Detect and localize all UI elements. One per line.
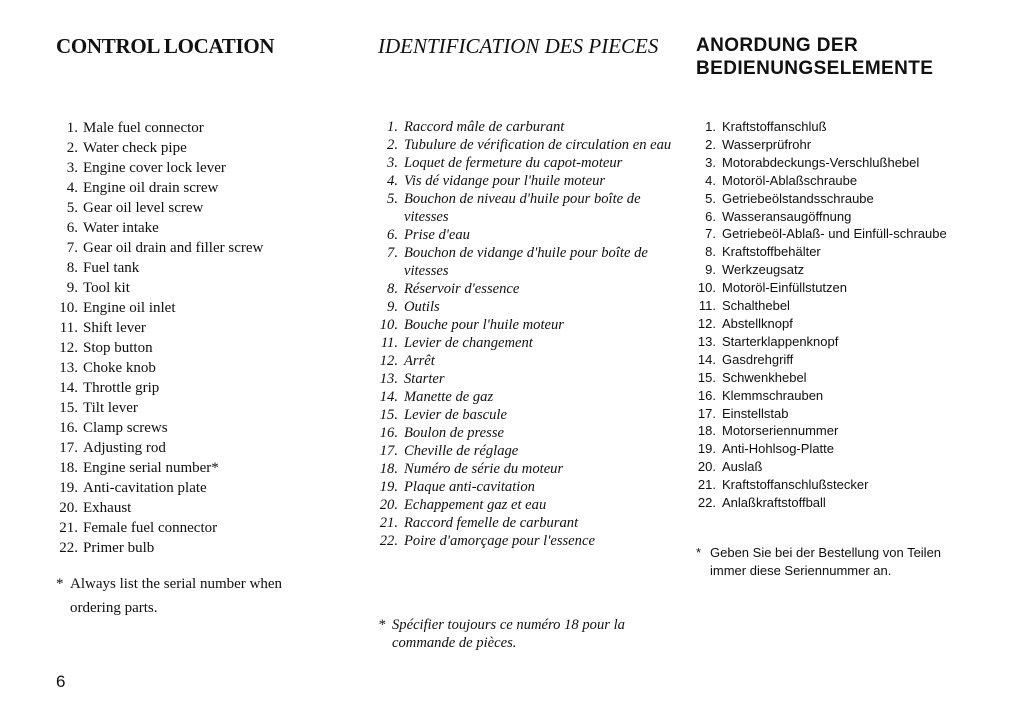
item-number: 12. — [379, 353, 398, 369]
item-number: 7. — [66, 240, 78, 256]
french-heading: IDENTIFICATION DES PIECES — [378, 34, 659, 58]
list-item — [56, 518, 263, 538]
german-footnote — [696, 544, 956, 580]
item-text: Schwenkhebel — [722, 369, 807, 385]
list-item — [378, 334, 678, 352]
list-item — [696, 118, 947, 136]
item-text: Water intake — [83, 220, 159, 236]
item-text: Bouchon de niveau d'huile pour boîte de vitesses — [404, 191, 641, 225]
item-text: Plaque anti-cavitation — [404, 479, 535, 495]
item-text: Exhaust — [83, 500, 132, 516]
item-text: Numéro de série du moteur — [404, 461, 564, 477]
item-text: Gear oil drain and filler screw — [83, 240, 264, 256]
item-text: Getriebeölstandsschraube — [722, 190, 874, 206]
list-item — [378, 316, 678, 334]
item-number: 1. — [387, 119, 398, 135]
item-number: 19. — [379, 479, 398, 495]
item-text: Raccord femelle de carburant — [404, 515, 579, 531]
item-text: Water check pipe — [83, 140, 187, 156]
list-item — [696, 190, 947, 208]
item-text: Engine oil inlet — [83, 300, 176, 316]
item-text: Boulon de presse — [404, 425, 504, 441]
item-number: 14. — [697, 351, 716, 367]
item-number: 21. — [379, 515, 398, 531]
list-item — [56, 438, 263, 458]
item-text: Stop button — [83, 340, 153, 356]
item-text: Echappement gaz et eau — [404, 497, 547, 513]
item-number: 8. — [66, 260, 78, 276]
item-text: Schalthebel — [722, 298, 790, 314]
item-number: 12. — [697, 315, 716, 331]
item-number: 5. — [66, 200, 78, 216]
item-number: 9. — [66, 280, 78, 296]
list-item — [56, 258, 263, 278]
item-text: Wasseransaugöffnung — [722, 208, 852, 224]
item-number: 7. — [705, 226, 716, 242]
list-item — [378, 190, 678, 226]
item-number: 4. — [66, 180, 78, 196]
item-number: 11. — [380, 335, 398, 351]
list-item — [696, 422, 947, 440]
german-heading: ANORDUNG DER BEDIENUNGSELEMENTE — [696, 35, 934, 79]
item-text: Primer bulb — [83, 540, 155, 556]
item-text: Adjusting rod — [83, 440, 166, 456]
item-text: Anti-Hohlsog-Platte — [722, 441, 834, 457]
list-item — [56, 538, 263, 558]
list-item — [378, 226, 678, 244]
list-item — [696, 297, 947, 315]
item-number: 2. — [66, 140, 78, 156]
item-text: Gasdrehgriff — [722, 351, 794, 367]
item-text: Vis dé vidange pour l'huile moteur — [404, 173, 606, 189]
item-text: Klemmschrauben — [722, 387, 824, 403]
list-item — [378, 478, 678, 496]
item-text: Raccord mâle de carburant — [404, 119, 565, 135]
item-text: Arrêt — [404, 353, 435, 369]
item-number: 16. — [379, 425, 398, 441]
item-number: 22. — [697, 495, 716, 511]
list-item — [378, 298, 678, 316]
list-item — [56, 418, 263, 438]
item-number: 18. — [697, 423, 716, 439]
item-text: Outils — [404, 299, 440, 315]
item-text: Motorseriennummer — [722, 423, 839, 439]
item-number: 16. — [697, 387, 716, 403]
item-text: Auslaß — [722, 459, 763, 475]
item-text: Werkzeugsatz — [722, 262, 805, 278]
english-column — [56, 34, 346, 616]
item-text: Motorabdeckungs-Verschlußhebel — [722, 154, 920, 170]
item-number: 11. — [698, 298, 716, 314]
list-item — [378, 172, 678, 190]
item-number: 3. — [387, 155, 398, 171]
list-item — [696, 369, 947, 387]
item-text: Motoröl-Einfüllstutzen — [722, 280, 847, 296]
item-text: Engine serial number* — [83, 460, 219, 476]
item-text: Starterklappenknopf — [722, 333, 839, 349]
list-item — [696, 476, 947, 494]
list-item — [56, 218, 263, 238]
list-item — [696, 315, 947, 333]
item-text: Gear oil level screw — [83, 200, 204, 216]
list-item — [56, 498, 263, 518]
list-item — [56, 398, 263, 418]
item-text: Anti-cavitation plate — [83, 480, 207, 496]
list-item — [696, 261, 947, 279]
item-text: Cheville de réglage — [404, 443, 519, 459]
french-column — [378, 34, 678, 651]
list-item — [696, 136, 947, 154]
item-number: 8. — [705, 244, 716, 260]
list-item — [696, 494, 947, 512]
english-footnote — [56, 572, 326, 620]
german-column — [696, 34, 986, 578]
item-text: Choke knob — [83, 360, 156, 376]
list-item — [56, 358, 263, 378]
list-item — [696, 243, 947, 261]
item-text: Female fuel connector — [83, 520, 218, 536]
list-item — [696, 172, 947, 190]
footnote-text: Geben Sie bei der Bestellung von Teilen immer diese Seriennummer an. — [710, 545, 942, 578]
item-text: Tilt lever — [83, 400, 138, 416]
item-text: Getriebeöl-Ablaß- und Einfüll-schraube — [722, 226, 947, 242]
item-number: 14. — [59, 380, 78, 396]
footnote-text: Always list the serial number when ordering parts. — [70, 576, 283, 616]
item-number: 13. — [697, 333, 716, 349]
item-number: 17. — [59, 440, 78, 456]
item-number: 7. — [387, 245, 398, 261]
item-number: 22. — [59, 540, 78, 556]
list-item — [56, 318, 263, 338]
item-number: 17. — [697, 405, 716, 421]
item-number: 10. — [697, 280, 716, 296]
list-item — [696, 208, 947, 226]
list-item — [696, 351, 947, 369]
list-item — [378, 442, 678, 460]
list-item — [378, 352, 678, 370]
item-number: 16. — [59, 420, 78, 436]
list-item — [378, 154, 678, 172]
item-text: Tool kit — [83, 280, 130, 296]
item-number: 5. — [705, 190, 716, 206]
item-text: Shift lever — [83, 320, 146, 336]
item-number: 3. — [66, 160, 78, 176]
item-text: Tubulure de vérification de circulation en eau — [404, 137, 672, 153]
item-number: 15. — [697, 369, 716, 385]
french-footnote — [378, 616, 648, 652]
list-item — [56, 378, 263, 398]
item-number: 10. — [379, 317, 398, 333]
list-item — [696, 458, 947, 476]
list-item — [378, 532, 678, 550]
item-number: 5. — [387, 191, 398, 207]
list-item — [378, 514, 678, 532]
item-text: Levier de bascule — [404, 407, 507, 423]
french-parts-list — [378, 118, 678, 550]
item-text: Réservoir d'essence — [404, 281, 520, 297]
item-number: 1. — [66, 120, 78, 136]
item-number: 4. — [387, 173, 398, 189]
item-text: Abstellknopf — [722, 315, 793, 331]
page-number: 6 — [56, 672, 66, 691]
item-number: 6. — [66, 220, 78, 236]
list-item — [378, 424, 678, 442]
list-item — [56, 138, 263, 158]
list-item — [696, 387, 947, 405]
footnote-text: Spécifier toujours ce numéro 18 pour la commande de pièces. — [392, 617, 625, 651]
item-text: Einstellstab — [722, 405, 789, 421]
item-number: 21. — [59, 520, 78, 536]
item-text: Prise d'eau — [404, 227, 470, 243]
item-number: 11. — [59, 320, 78, 336]
list-item — [696, 154, 947, 172]
item-text: Engine cover lock lever — [83, 160, 226, 176]
list-item — [378, 496, 678, 514]
item-number: 8. — [387, 281, 398, 297]
item-text: Engine oil drain screw — [83, 180, 219, 196]
item-number: 13. — [59, 360, 78, 376]
item-text: Loquet de fermeture du capot-moteur — [404, 155, 623, 171]
item-number: 13. — [379, 371, 398, 387]
item-number: 19. — [697, 441, 716, 457]
list-item — [378, 388, 678, 406]
german-parts-list — [696, 118, 947, 512]
item-text: Throttle grip — [83, 380, 160, 396]
item-number: 22. — [379, 533, 398, 549]
list-item — [56, 158, 263, 178]
item-number: 14. — [379, 389, 398, 405]
list-item — [696, 405, 947, 423]
list-item — [378, 460, 678, 478]
list-item — [56, 278, 263, 298]
item-number: 19. — [59, 480, 78, 496]
item-number: 15. — [379, 407, 398, 423]
item-number: 1. — [705, 119, 716, 134]
item-text: Clamp screws — [83, 420, 168, 436]
list-item — [696, 279, 947, 297]
list-item — [56, 298, 263, 318]
footnote-asterisk: * — [696, 545, 702, 560]
footnote-asterisk: * — [56, 576, 64, 592]
list-item — [696, 333, 947, 351]
item-number: 12. — [59, 340, 78, 356]
item-number: 18. — [379, 461, 398, 477]
item-text: Wasserprüfrohr — [722, 136, 812, 152]
item-number: 21. — [697, 477, 716, 493]
item-number: 2. — [705, 136, 716, 152]
item-text: Kraftstoffanschluß — [722, 119, 827, 134]
footnote-asterisk: * — [378, 617, 386, 633]
item-number: 6. — [387, 227, 398, 243]
english-heading: CONTROL LOCATION — [56, 34, 275, 58]
item-number: 6. — [705, 208, 716, 224]
item-text: Bouche pour l'huile moteur — [404, 317, 564, 333]
item-text: Bouchon de vidange d'huile pour boîte de vitesses — [404, 245, 648, 279]
item-text: Male fuel connector — [83, 120, 204, 136]
item-text: Starter — [404, 371, 445, 387]
list-item — [696, 440, 947, 458]
item-text: Kraftstoffbehälter — [722, 244, 821, 260]
item-number: 17. — [379, 443, 398, 459]
item-number: 20. — [59, 500, 78, 516]
list-item — [378, 244, 678, 280]
item-number: 10. — [59, 300, 78, 316]
list-item — [56, 238, 263, 258]
item-number: 9. — [387, 299, 398, 315]
item-text: Fuel tank — [83, 260, 140, 276]
list-item — [56, 178, 263, 198]
list-item — [56, 458, 263, 478]
list-item — [378, 406, 678, 424]
item-number: 3. — [705, 154, 716, 170]
list-item — [378, 118, 678, 136]
list-item — [56, 338, 263, 358]
item-number: 15. — [59, 400, 78, 416]
list-item — [378, 280, 678, 298]
item-text: Manette de gaz — [404, 389, 494, 405]
list-item — [56, 478, 263, 498]
item-number: 2. — [387, 137, 398, 153]
list-item — [696, 225, 947, 243]
list-item — [378, 136, 678, 154]
item-number: 20. — [379, 497, 398, 513]
item-text: Anlaßkraftstoffball — [722, 495, 826, 511]
english-parts-list — [56, 118, 263, 558]
item-text: Motoröl-Ablaßschraube — [722, 172, 858, 188]
item-number: 4. — [705, 172, 716, 188]
item-number: 20. — [697, 459, 716, 475]
item-text: Kraftstoffanschlußstecker — [722, 477, 869, 493]
list-item — [56, 118, 263, 138]
item-number: 9. — [705, 262, 716, 278]
list-item — [378, 370, 678, 388]
item-text: Levier de changement — [404, 335, 533, 351]
item-text: Poire d'amorçage pour l'essence — [404, 533, 595, 549]
list-item — [56, 198, 263, 218]
item-number: 18. — [59, 460, 78, 476]
